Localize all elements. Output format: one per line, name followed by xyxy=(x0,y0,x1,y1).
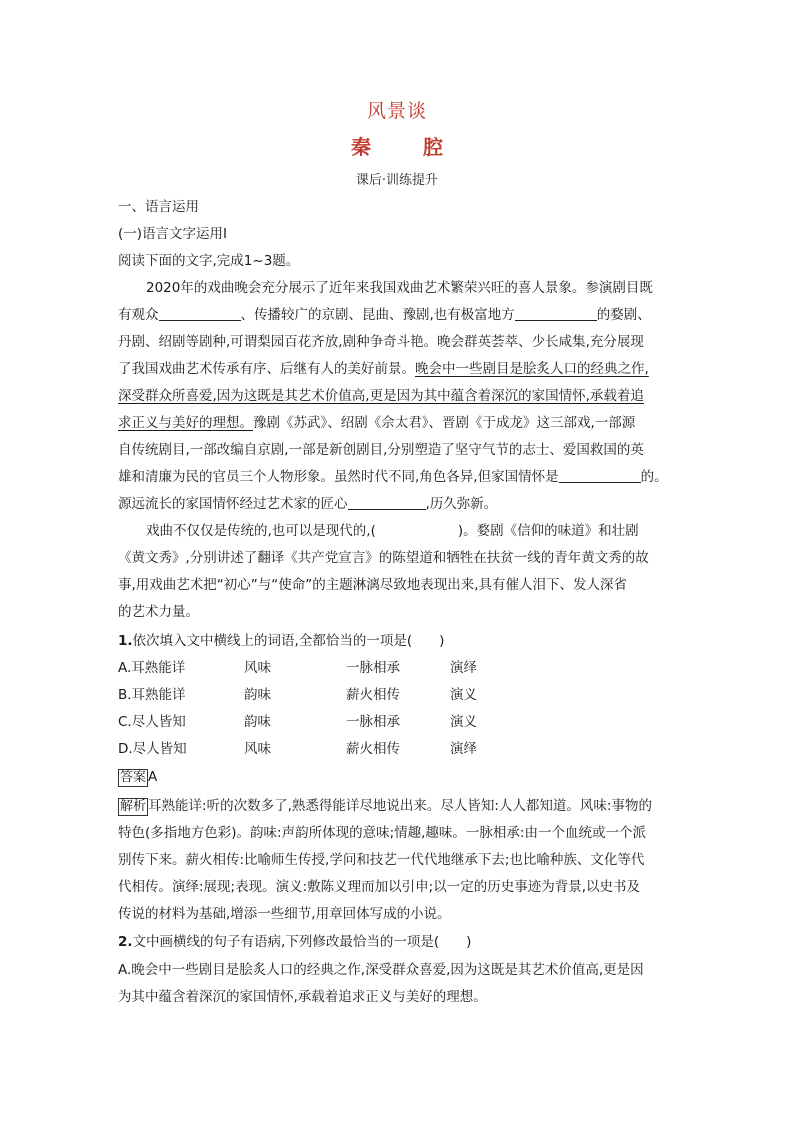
fill-blank-2[interactable] xyxy=(515,306,597,321)
passage2-line-1 xyxy=(146,521,639,541)
option-word: 演绎 xyxy=(450,741,477,757)
option-word: 演义 xyxy=(450,687,477,703)
question-number: 2. xyxy=(118,934,133,950)
q2-option-a-line-2: 为其中蕴含着深沉的家国情怀,承载着追求正义与美好的理想。 xyxy=(118,989,487,1005)
passage-line-1: 2020年的戏曲晚会充分展示了近年来我国戏曲艺术繁荣兴旺的喜人景象。参演剧目既 xyxy=(146,280,653,296)
option-word: 风味 xyxy=(244,660,271,676)
passage-line-4 xyxy=(118,359,649,379)
lesson-title: 风景谈 xyxy=(366,100,427,122)
passage-text: 源远流长的家国情怀经过艺术家的匠心 xyxy=(118,496,348,512)
passage-text: 了我国戏曲艺术传承有序、后继有人的美好前景。 xyxy=(118,361,415,377)
option-word: 演义 xyxy=(450,714,477,730)
q1-analysis-line-3: 别传下来。薪火相传:比喻师生传授,学问和技艺一代代地继承下去;也比喻种族、文化等代 xyxy=(118,852,645,868)
q1-analysis-line-4: 代相传。演绎:展现;表现。演义:敷陈义理而加以引申;以一定的历史事迹为背景,以史书及 xyxy=(118,879,640,895)
q2-option-a-line-1[interactable]: A.晚会中一些剧目是脍炙人口的经典之作,深受群众喜爱,因为这既是其艺术价值高,更是因 xyxy=(118,962,644,978)
passage2-line-4: 的艺术力量。 xyxy=(118,604,199,620)
passage2-line-3: 事,用戏曲艺术把“初心”与“使命”的主题淋漓尽致地表现出来,具有催人泪下、发人深省 xyxy=(118,577,628,593)
option-word: 韵味 xyxy=(244,714,271,730)
passage-text: 有观众 xyxy=(118,307,159,323)
passage-text: 戏曲不仅仅是传统的,也可以是现代的,( xyxy=(146,523,376,539)
passage-text: 的婺剧、 xyxy=(596,307,651,323)
question-text: 文中画横线的句子有语病,下列修改最恰当的一项是( ) xyxy=(132,934,472,950)
q1-analysis-line-2: 特色(多指地方色彩)。韵味:声韵所体现的意味;情趣,趣味。一脉相承:由一个血统或一个派 xyxy=(118,825,646,841)
passage-line-6 xyxy=(118,413,635,433)
question-2 xyxy=(118,932,471,952)
option-word: 韵味 xyxy=(244,687,271,703)
passage-text: )。婺剧《信仰的味道》和壮剧 xyxy=(457,523,639,539)
fill-blank-4[interactable] xyxy=(348,495,426,510)
answer-value: A xyxy=(148,769,158,785)
passage-text: 豫剧《苏武》、绍剧《佘太君》、晋剧《于成龙》这三部戏,一部源 xyxy=(253,415,636,431)
analysis-text: 耳熟能详:听的次数多了,熟悉得能详尽地说出来。尽人皆知:人人都知道。风味:事物的 xyxy=(148,798,652,814)
answer-tag: 答案 xyxy=(120,770,147,785)
underlined-sentence: 晚会中一些剧目是脍炙人口的经典之作, xyxy=(415,361,649,377)
section-label: 课后·训练提升 xyxy=(355,173,439,188)
lesson-subtitle-title: 秦 腔 xyxy=(351,135,459,159)
option-label: A.耳熟能详 xyxy=(118,660,186,676)
option-word: 薪火相传 xyxy=(346,687,400,703)
option-label: C.尽人皆知 xyxy=(118,714,186,730)
question-number: 1. xyxy=(118,633,133,649)
part-heading: 一、语言运用 xyxy=(118,199,199,215)
underlined-sentence-line: 深受群众所喜爱,因为这既是其艺术价值高,更是因为其中蕴含着深沉的家国情怀,承载着追 xyxy=(118,388,644,404)
q1-analysis-line-1 xyxy=(118,796,652,816)
option-label: B.耳熟能详 xyxy=(118,687,186,703)
question-text: 依次填入文中横线上的词语,全都恰当的一项是( ) xyxy=(132,633,445,649)
passage-text: 的。 xyxy=(640,469,668,485)
fill-blank-3[interactable] xyxy=(559,468,641,483)
passage-line-2 xyxy=(118,305,651,325)
option-word: 一脉相承 xyxy=(346,714,400,730)
option-word: 薪火相传 xyxy=(346,741,400,757)
passage-line-7: 自传统剧目,一部改编自京剧,一部是新创剧目,分别塑造了坚守气节的志士、爱国救国的英 xyxy=(118,442,644,458)
option-word: 风味 xyxy=(244,741,271,757)
part-subheading: (一)语言文字运用Ⅰ xyxy=(118,226,228,242)
fill-blank-1[interactable] xyxy=(159,306,241,321)
passage-text: 、传播较广的京剧、昆曲、豫剧,也有极富地方 xyxy=(240,307,515,323)
option-word: 演绎 xyxy=(450,660,477,676)
underlined-sentence: 求正义与美好的理想。 xyxy=(118,415,253,431)
passage-line-3: 丹剧、绍剧等剧种,可谓梨园百花齐放,剧种争奇斗艳。晚会群英荟萃、少长咸集,充分展现 xyxy=(118,334,644,350)
passage-text: ,历久弥新。 xyxy=(425,496,498,512)
analysis-tag: 解析 xyxy=(120,799,147,814)
instruction-text: 阅读下面的文字,完成1~3题。 xyxy=(118,253,300,269)
q1-analysis-line-5: 传说的材料为基础,增添一些细节,用章回体写成的小说。 xyxy=(118,906,451,922)
q1-answer xyxy=(118,767,157,787)
option-label: D.尽人皆知 xyxy=(118,741,187,757)
passage2-line-2: 《黄文秀》,分别讲述了翻译《共产党宣言》的陈望道和牺牲在扶贫一线的青年黄文秀的故 xyxy=(118,550,649,566)
question-1 xyxy=(118,631,444,651)
passage-line-9 xyxy=(118,494,497,514)
passage-text: 雄和清廉为民的官员三个人物形象。虽然时代不同,角色各异,但家国情怀是 xyxy=(118,469,559,485)
passage-line-8 xyxy=(118,467,668,487)
option-word: 一脉相承 xyxy=(346,660,400,676)
